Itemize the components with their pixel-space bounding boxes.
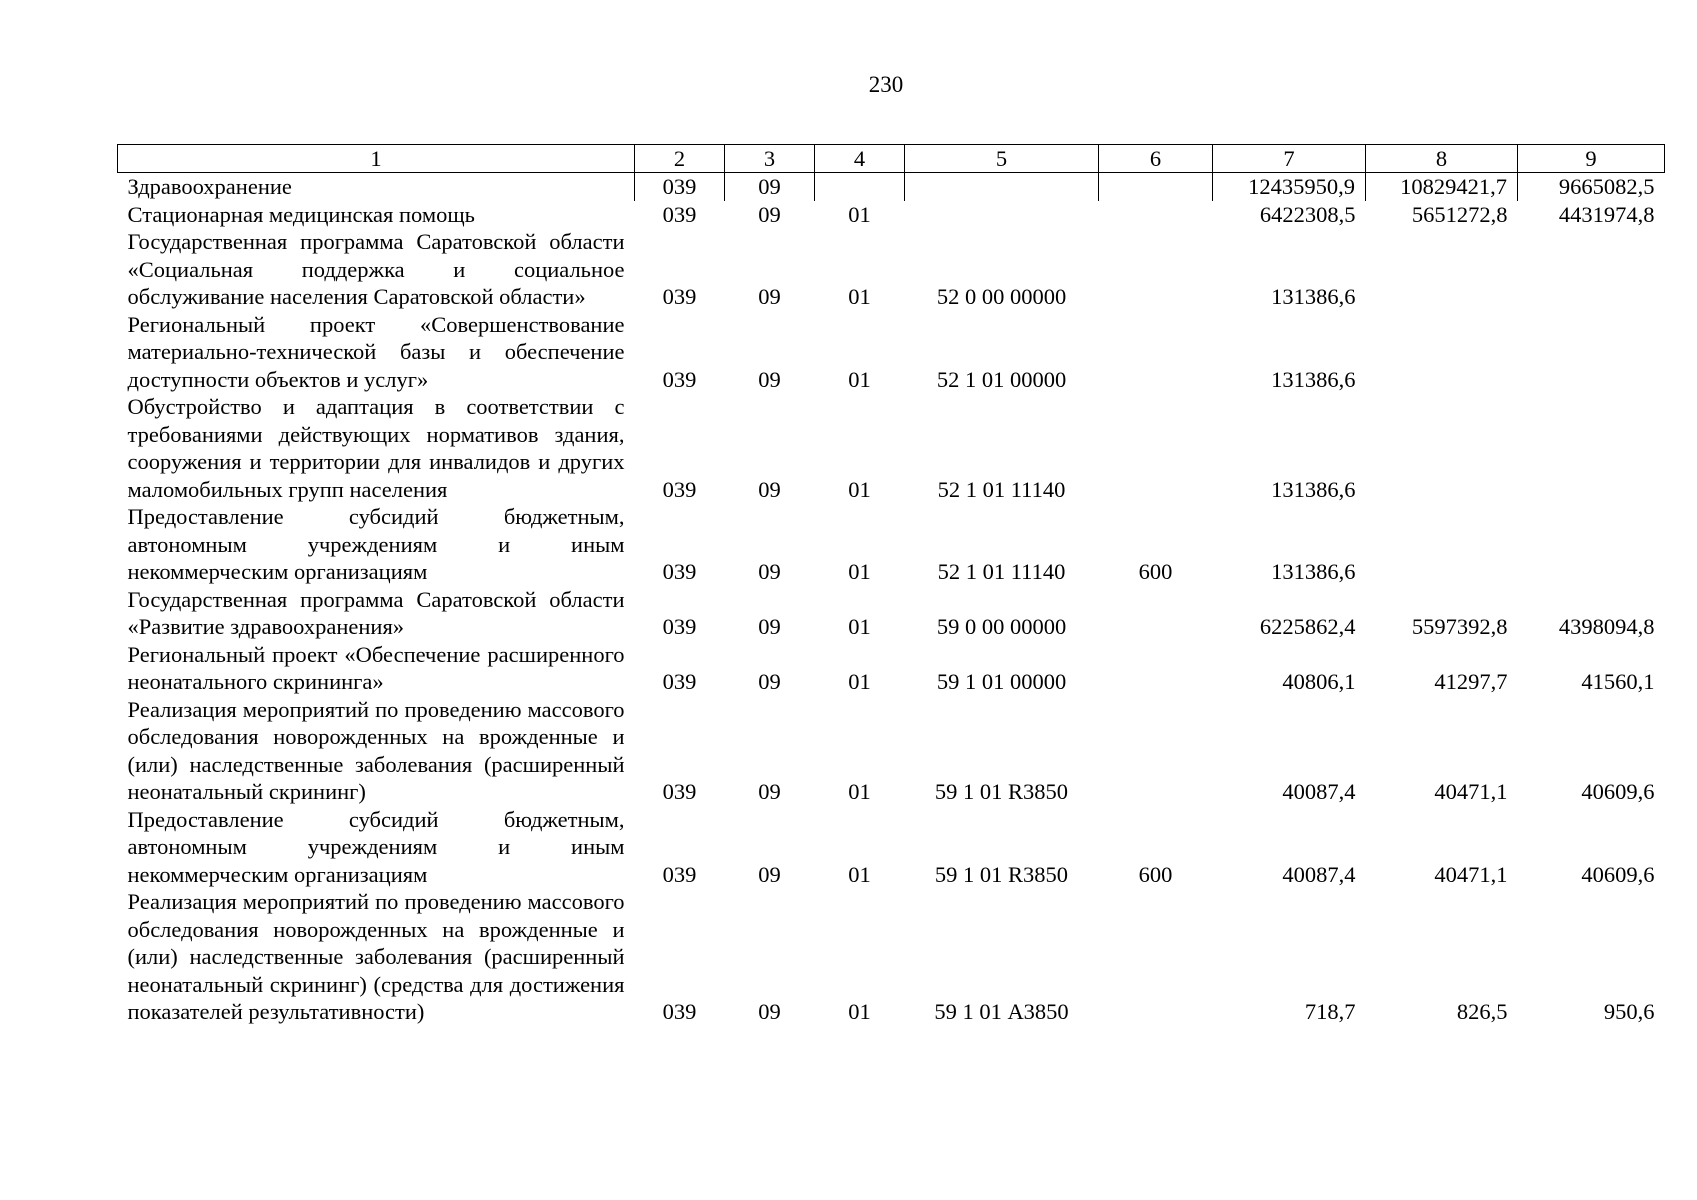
row-target-article: 52 1 01 11140 — [937, 476, 1066, 502]
row-name: Государственная программа Саратовской области «Социальная поддержка и социальное обслуживание населения Саратовской области» — [127, 229, 625, 309]
row-section-code: 09 — [758, 284, 781, 309]
table-header — [118, 145, 1665, 173]
row-amount-col7: 131386,6 — [1271, 284, 1356, 309]
row-subsection-code: 01 — [848, 559, 871, 584]
row-amount-col7: 718,7 — [1304, 999, 1356, 1024]
row-amount-col8: 41297,7 — [1434, 669, 1508, 694]
row-ministry-code: 039 — [662, 779, 697, 804]
row-name: Предоставление субсидий бюджетным, автономным учреждениям и иным некоммерческим организациям — [127, 504, 625, 584]
table-row — [118, 228, 1665, 311]
row-amount-col9 — [1518, 311, 1665, 394]
row-expense-type — [1099, 393, 1213, 503]
row-section-code: 09 — [758, 669, 781, 694]
row-subsection-code: 01 — [848, 999, 871, 1024]
row-target-article — [905, 173, 1099, 201]
header-col-3: 3 — [725, 145, 815, 173]
table-row — [118, 393, 1665, 503]
row-amount-col8 — [1366, 503, 1518, 586]
row-name: Предоставление субсидий бюджетным, автономным учреждениям и иным некоммерческим организациям — [127, 806, 625, 887]
row-amount-col9 — [1518, 503, 1665, 586]
row-ministry-code: 039 — [662, 476, 697, 502]
table-row — [118, 641, 1665, 696]
row-name: Стационарная медицинская помощь — [127, 201, 475, 227]
row-expense-type — [1099, 696, 1213, 806]
row-amount-col8: 826,5 — [1456, 999, 1508, 1024]
row-amount-col7: 40087,4 — [1282, 861, 1356, 887]
row-amount-col9: 950,6 — [1603, 999, 1655, 1024]
page-number: 230 — [868, 72, 904, 97]
row-name: Здравоохранение — [118, 173, 635, 201]
row-name: Реализация мероприятий по проведению массового обследования новорожденных на врожденные и (или) наследственные заболевания (расширенный неонатальный скрининг) (средства для достижения показателей результативности) — [127, 889, 625, 1024]
row-subsection-code: 01 — [848, 669, 871, 694]
row-subsection-code: 01 — [848, 476, 871, 502]
row-subsection-code: 01 — [848, 201, 871, 227]
row-expense-type: 600 — [1138, 559, 1173, 584]
row-section-code: 09 — [758, 366, 781, 392]
table-row — [118, 311, 1665, 394]
row-amount-col9: 41560,1 — [1581, 669, 1655, 694]
table-row — [118, 201, 1665, 229]
row-expense-type — [1099, 311, 1213, 394]
row-ministry-code: 039 — [662, 614, 697, 639]
row-name: Региональный проект «Совершенствование материально-технической базы и обеспечение доступности объектов и услуг» — [127, 311, 625, 392]
row-amount-col8 — [1366, 393, 1518, 503]
row-section-code: 09 — [758, 201, 781, 227]
row-target-article: 59 1 01 00000 — [936, 669, 1067, 694]
table-row — [118, 503, 1665, 586]
row-subsection-code: 01 — [848, 861, 871, 887]
row-target-article: 52 1 01 00000 — [936, 366, 1067, 392]
row-expense-type — [1099, 173, 1213, 201]
row-section-code: 09 — [758, 999, 781, 1024]
row-target-article: 59 0 00 00000 — [936, 614, 1067, 639]
row-expense-type — [1099, 586, 1213, 641]
row-target-article — [905, 201, 1099, 229]
row-amount-col8: 5651272,8 — [1411, 201, 1508, 227]
row-subsection-code: 01 — [848, 614, 871, 639]
row-amount-col9: 9665082,5 — [1558, 174, 1655, 199]
row-amount-col7: 40806,1 — [1282, 669, 1356, 694]
row-expense-type — [1099, 228, 1213, 311]
table-row — [118, 586, 1665, 641]
header-col-6: 6 — [1099, 145, 1213, 173]
row-amount-col9 — [1518, 228, 1665, 311]
row-amount-col9: 40609,6 — [1581, 779, 1655, 804]
row-section-code: 09 — [758, 559, 781, 584]
budget-table — [117, 144, 1665, 1026]
row-amount-col9 — [1518, 393, 1665, 503]
row-amount-col8: 10829421,7 — [1366, 173, 1518, 201]
row-subsection-code — [815, 173, 905, 201]
row-amount-col8: 40471,1 — [1434, 779, 1508, 804]
table-row — [118, 888, 1665, 1026]
row-ministry-code: 039 — [662, 999, 697, 1024]
row-ministry-code: 039 — [662, 559, 697, 584]
row-ministry-code: 039 — [662, 669, 697, 694]
row-amount-col7: 6225862,4 — [1259, 614, 1356, 639]
header-col-2: 2 — [635, 145, 725, 173]
row-amount-col8: 5597392,8 — [1411, 614, 1508, 639]
row-expense-type — [1099, 888, 1213, 1026]
row-target-article: 52 1 01 11140 — [937, 559, 1066, 584]
row-amount-col7: 131386,6 — [1271, 476, 1356, 502]
row-ministry-code: 039 — [662, 284, 697, 309]
row-target-article: 59 1 01 А3850 — [934, 999, 1069, 1024]
row-amount-col9: 40609,6 — [1581, 861, 1655, 887]
row-target-article: 52 0 00 00000 — [936, 284, 1067, 309]
row-name: Обустройство и адаптация в соответствии с требованиями действующих нормативов здания, сооружения и территории для инвалидов и других маломобильных групп населения — [127, 394, 625, 502]
row-subsection-code: 01 — [848, 366, 871, 392]
header-col-7: 7 — [1213, 145, 1366, 173]
row-amount-col8 — [1366, 311, 1518, 394]
row-ministry-code: 039 — [662, 201, 697, 227]
row-amount-col7: 6422308,5 — [1259, 201, 1356, 227]
header-col-5: 5 — [905, 145, 1099, 173]
row-subsection-code: 01 — [848, 284, 871, 309]
table-body — [118, 173, 1665, 1026]
row-section-code: 09 — [758, 861, 781, 887]
row-name: Реализация мероприятий по проведению массового обследования новорожденных на врожденные и (или) наследственные заболевания (расширенный неонатальный скрининг) — [127, 696, 625, 804]
row-amount-col8: 40471,1 — [1434, 861, 1508, 887]
row-section-code: 09 — [758, 476, 781, 502]
row-amount-col9: 4398094,8 — [1558, 614, 1655, 639]
row-amount-col7: 131386,6 — [1271, 366, 1356, 392]
row-name: Региональный проект «Обеспечение расширенного неонатального скрининга» — [127, 641, 625, 694]
row-amount-col7: 40087,4 — [1282, 779, 1356, 804]
row-ministry-code: 039 — [662, 366, 697, 392]
row-section-code: 09 — [758, 779, 781, 804]
row-target-article: 59 1 01 R3850 — [934, 779, 1069, 804]
row-ministry-code: 039 — [635, 173, 725, 201]
row-ministry-code: 039 — [662, 861, 697, 887]
header-col-4: 4 — [815, 145, 905, 173]
row-expense-type: 600 — [1138, 861, 1173, 887]
row-amount-col7: 12435950,9 — [1213, 173, 1366, 201]
table-row — [118, 806, 1665, 889]
header-col-1: 1 — [118, 145, 635, 173]
row-expense-type — [1099, 641, 1213, 696]
row-section-code: 09 — [758, 614, 781, 639]
row-expense-type — [1099, 201, 1213, 229]
row-name: Государственная программа Саратовской области «Развитие здравоохранения» — [127, 586, 625, 639]
row-subsection-code: 01 — [848, 779, 871, 804]
table-row — [118, 173, 1665, 201]
table-row — [118, 696, 1665, 806]
header-col-8: 8 — [1366, 145, 1518, 173]
row-amount-col7: 131386,6 — [1271, 559, 1356, 584]
row-target-article: 59 1 01 R3850 — [934, 861, 1069, 887]
header-row — [118, 145, 1665, 173]
row-section-code: 09 — [725, 173, 815, 201]
row-amount-col8 — [1366, 228, 1518, 311]
header-col-9: 9 — [1518, 145, 1665, 173]
row-amount-col9: 4431974,8 — [1558, 201, 1655, 227]
